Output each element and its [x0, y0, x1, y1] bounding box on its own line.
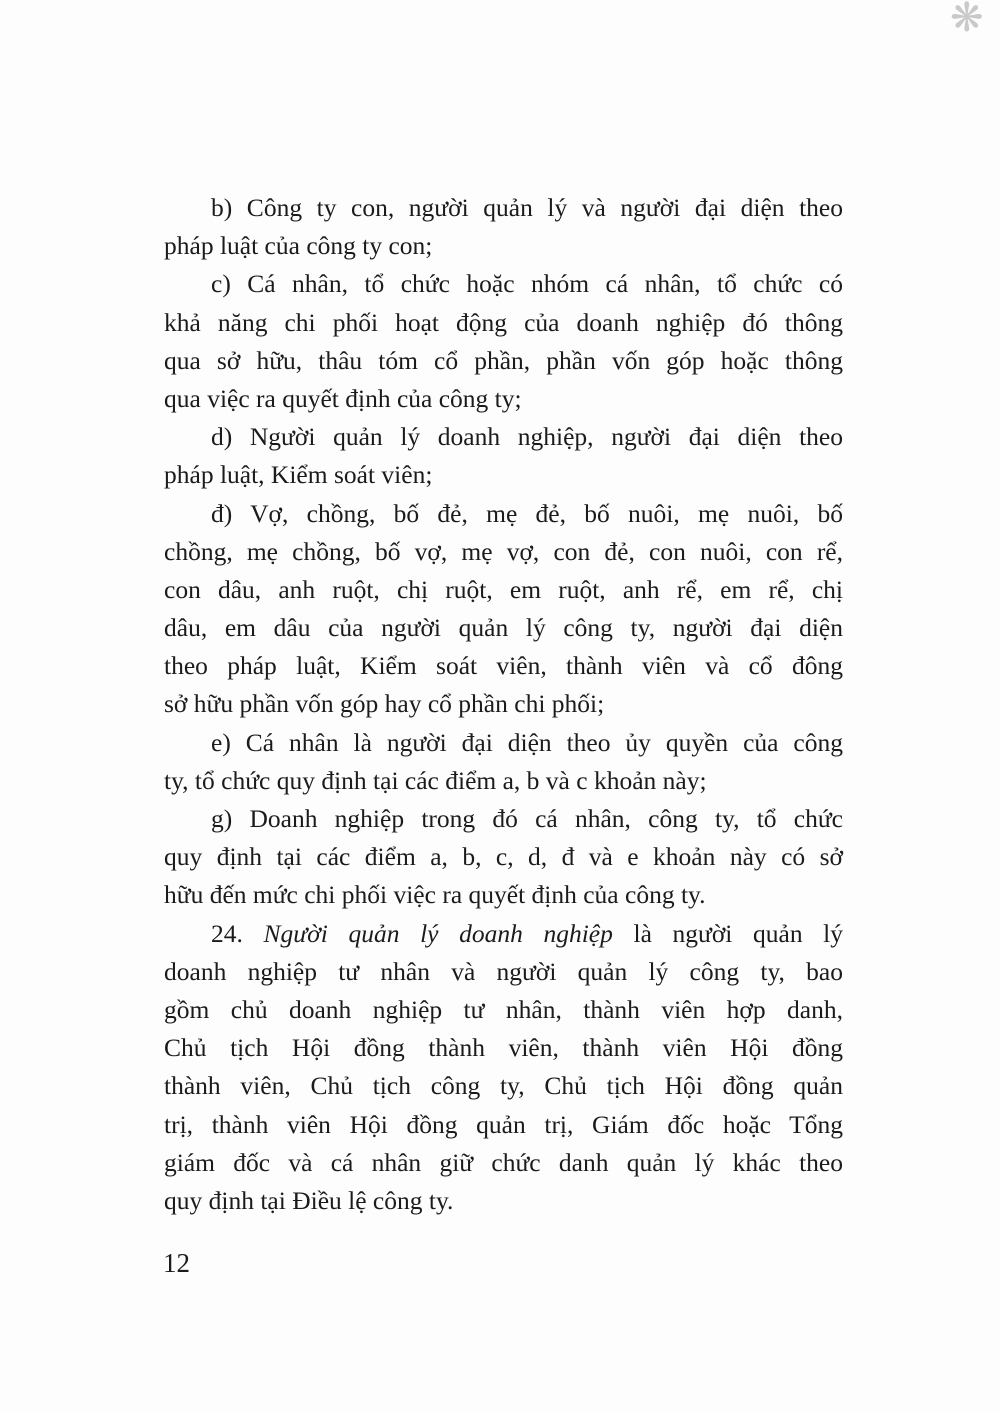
- text-line: dâu, em dâu của người quản lý công ty, người đại diện: [164, 613, 843, 643]
- text-line: qua sở hữu, thâu tóm cổ phần, phần vốn góp hoặc thông: [164, 345, 843, 375]
- text-line: c) Cá nhân, tổ chức hoặc nhóm cá nhân, tổ chức có: [211, 269, 843, 299]
- text-line: gồm chủ doanh nghiệp tư nhân, thành viên hợp danh,: [164, 994, 843, 1024]
- text-line: chồng, mẹ chồng, bố vợ, mẹ vợ, con đẻ, con nuôi, con rể,: [164, 536, 843, 566]
- text-line: qua việc ra quyết định của công ty;: [164, 383, 522, 413]
- text-line: giám đốc và cá nhân giữ chức danh quản lý khác theo: [164, 1147, 843, 1177]
- text-line: ty, tổ chức quy định tại các điểm a, b và c khoản này;: [164, 765, 707, 795]
- text-line: d) Người quản lý doanh nghiệp, người đại diện theo: [211, 422, 843, 452]
- point-dd: [164, 495, 843, 724]
- text-line: thành viên, Chủ tịch công ty, Chủ tịch Hội đồng quản: [164, 1071, 843, 1101]
- text-line: con dâu, anh ruột, chị ruột, em ruột, anh rể, em rể, chị: [164, 574, 843, 604]
- text-block: [164, 189, 843, 1220]
- text-line: Chủ tịch Hội đồng thành viên, thành viên Hội đồng: [164, 1033, 843, 1063]
- point-b: [164, 189, 843, 265]
- text-line: quy định tại Điều lệ công ty.: [164, 1185, 454, 1215]
- point-c: [164, 265, 843, 418]
- text-line: pháp luật, Kiểm soát viên;: [164, 460, 433, 490]
- point-d: [164, 418, 843, 494]
- point-e: [164, 724, 843, 800]
- text-line: b) Công ty con, người quản lý và người đại diện theo: [211, 193, 843, 222]
- text-line: g) Doanh nghiệp trong đó cá nhân, công ty, tổ chức: [211, 804, 843, 833]
- text-line: hữu đến mức chi phối việc ra quyết định của công ty.: [164, 880, 706, 910]
- text-line: trị, thành viên Hội đồng quản trị, Giám đốc hoặc Tổng: [164, 1109, 843, 1139]
- text-line: 24. Người quản lý doanh nghiệp là người quản lý: [211, 918, 844, 948]
- text-line: theo pháp luật, Kiểm soát viên, thành viên và cổ đông: [164, 651, 843, 681]
- flower-watermark-icon: ❋: [950, 0, 984, 41]
- text-line: doanh nghiệp tư nhân và người quản lý công ty, bao: [164, 956, 843, 986]
- point-g: [164, 800, 843, 915]
- text-line: đ) Vợ, chồng, bố đẻ, mẹ đẻ, bố nuôi, mẹ nuôi, bố: [211, 498, 843, 528]
- text-line: e) Cá nhân là người đại diện theo ủy quyền của công: [211, 727, 843, 757]
- text-line: pháp luật của công ty con;: [164, 231, 433, 261]
- page-number: 12: [163, 1248, 190, 1278]
- text-line: sở hữu phần vốn góp hay cổ phần chi phối;: [164, 689, 605, 719]
- clause-24: [164, 915, 843, 1221]
- text-line: khả năng chi phối hoạt động của doanh nghiệp đó thông: [164, 307, 843, 337]
- text-line: quy định tại các điểm a, b, c, d, đ và e khoản này có sở: [164, 842, 843, 872]
